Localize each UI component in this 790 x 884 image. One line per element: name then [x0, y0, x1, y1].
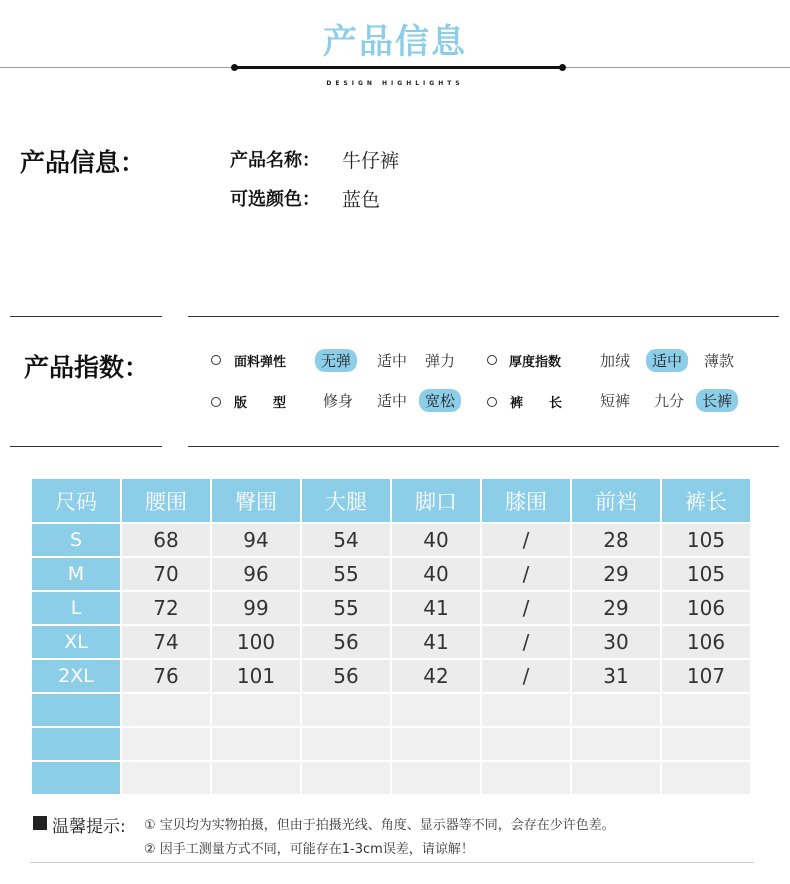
product-name-label: 产品名称：: [230, 150, 320, 171]
tips-title: 温馨提示:: [52, 817, 126, 837]
table-cell-empty: [212, 728, 300, 760]
table-cell: 41: [392, 626, 480, 658]
table-cell-empty: [122, 728, 210, 760]
table-cell: 99: [212, 592, 300, 624]
table-cell: /: [482, 558, 570, 590]
header-hip: 臀围: [212, 479, 300, 522]
table-cell-empty: [392, 694, 480, 726]
table-cell: /: [482, 592, 570, 624]
table-cell: 107: [662, 660, 750, 692]
table-row-empty: [32, 694, 750, 726]
table-cell: 100: [212, 626, 300, 658]
size-table: [30, 477, 752, 796]
tip-line-2: ② 因手工测量方式不同，可能存在1-3cm误差，请谅解！: [144, 842, 474, 857]
table-row: [32, 626, 750, 658]
table-cell: 105: [662, 558, 750, 590]
table-header-row: [32, 479, 750, 522]
table-cell: 96: [212, 558, 300, 590]
header-dot-left: [231, 64, 238, 71]
page-title: 产品信息: [323, 22, 467, 62]
table-cell: 94: [212, 524, 300, 556]
table-cell-size-empty: [32, 694, 120, 726]
table-cell-empty: [662, 694, 750, 726]
table-cell-empty: [482, 728, 570, 760]
tips-bottom-rule: [30, 862, 754, 863]
table-cell: /: [482, 524, 570, 556]
table-cell: 68: [122, 524, 210, 556]
table-cell-empty: [482, 762, 570, 794]
table-cell-empty: [392, 762, 480, 794]
table-cell: 55: [302, 592, 390, 624]
table-cell-size: XL: [32, 626, 120, 658]
table-cell: 106: [662, 626, 750, 658]
table-cell-empty: [572, 694, 660, 726]
header-dot-right: [559, 64, 566, 71]
table-cell: /: [482, 626, 570, 658]
table-row-empty: [32, 728, 750, 760]
index-rule-top-right: [188, 316, 779, 317]
table-cell-size: S: [32, 524, 120, 556]
table-cell: 54: [302, 524, 390, 556]
header-front-rise: 前裆: [572, 479, 660, 522]
fit-option-regular: 适中: [377, 392, 408, 410]
index-rule-bottom-left: [10, 446, 162, 447]
elasticity-option-none-selected: 无弹: [315, 349, 357, 372]
length-option-full-selected: 长裤: [696, 389, 738, 412]
table-cell: 76: [122, 660, 210, 692]
header-thigh: 大腿: [302, 479, 390, 522]
table-cell: 105: [662, 524, 750, 556]
table-cell: /: [482, 660, 570, 692]
table-row: [32, 660, 750, 692]
color-label: 可选颜色：: [230, 189, 320, 210]
length-bullet-icon: [487, 397, 497, 407]
table-cell-empty: [572, 762, 660, 794]
length-option-shorts: 短裤: [600, 392, 631, 410]
thickness-option-thin: 薄款: [704, 352, 735, 370]
tip-square-icon: [33, 816, 47, 830]
length-option-ninth: 九分: [654, 392, 685, 410]
table-cell: 30: [572, 626, 660, 658]
header-knee: 膝围: [482, 479, 570, 522]
table-cell-empty: [302, 762, 390, 794]
table-cell-empty: [212, 694, 300, 726]
table-cell: 29: [572, 558, 660, 590]
header-subtitle: DESIGN HIGHLIGHTS: [326, 80, 464, 87]
table-cell: 70: [122, 558, 210, 590]
elasticity-option-medium: 适中: [377, 352, 408, 370]
table-cell: 41: [392, 592, 480, 624]
product-info-heading: 产品信息：: [20, 148, 146, 177]
header-size: 尺码: [32, 479, 120, 522]
table-cell: 40: [392, 558, 480, 590]
table-row-empty: [32, 762, 750, 794]
table-cell: 56: [302, 660, 390, 692]
table-cell: 55: [302, 558, 390, 590]
fit-option-loose-selected: 宽松: [419, 389, 461, 412]
table-cell: 29: [572, 592, 660, 624]
thickness-bullet-icon: [487, 355, 497, 365]
thickness-label: 厚度指数: [509, 355, 562, 370]
table-cell-empty: [302, 694, 390, 726]
length-label: 裤 长: [510, 396, 563, 411]
product-name-value: 牛仔裤: [342, 150, 400, 172]
fit-option-slim: 修身: [323, 392, 354, 410]
table-cell: 42: [392, 660, 480, 692]
table-cell: 28: [572, 524, 660, 556]
table-row: [32, 524, 750, 556]
table-cell-empty: [482, 694, 570, 726]
header-accent-bar: [235, 66, 563, 69]
table-cell: 31: [572, 660, 660, 692]
elasticity-label: 面料弹性: [234, 355, 287, 370]
fit-bullet-icon: [211, 397, 221, 407]
table-cell-empty: [392, 728, 480, 760]
tip-line-1: ① 宝贝均为实物拍摄，但由于拍摄光线、角度、显示器等不同，会存在少许色差。: [144, 818, 615, 833]
elasticity-bullet-icon: [211, 355, 221, 365]
table-cell: 72: [122, 592, 210, 624]
table-cell: 101: [212, 660, 300, 692]
index-rule-top-left: [10, 316, 162, 317]
header-hem: 脚口: [392, 479, 480, 522]
table-row: [32, 592, 750, 624]
table-cell-empty: [302, 728, 390, 760]
table-cell-size-empty: [32, 728, 120, 760]
index-rule-bottom-right: [188, 446, 779, 447]
table-cell-empty: [572, 728, 660, 760]
table-row: [32, 558, 750, 590]
color-value: 蓝色: [342, 189, 381, 211]
thickness-option-fleece: 加绒: [600, 352, 631, 370]
table-cell: 106: [662, 592, 750, 624]
table-cell-empty: [122, 694, 210, 726]
fit-label: 版 型: [234, 396, 287, 411]
elasticity-option-stretch: 弹力: [425, 352, 456, 370]
table-cell-size: L: [32, 592, 120, 624]
table-cell-empty: [212, 762, 300, 794]
header-length: 裤长: [662, 479, 750, 522]
table-cell: 56: [302, 626, 390, 658]
table-cell-size: M: [32, 558, 120, 590]
table-cell: 74: [122, 626, 210, 658]
thickness-option-medium-selected: 适中: [646, 349, 688, 372]
table-cell-empty: [662, 728, 750, 760]
table-cell-empty: [122, 762, 210, 794]
table-cell-empty: [662, 762, 750, 794]
product-index-heading: 产品指数：: [24, 353, 150, 382]
table-cell: 40: [392, 524, 480, 556]
table-cell-size: 2XL: [32, 660, 120, 692]
header-waist: 腰围: [122, 479, 210, 522]
table-cell-size-empty: [32, 762, 120, 794]
